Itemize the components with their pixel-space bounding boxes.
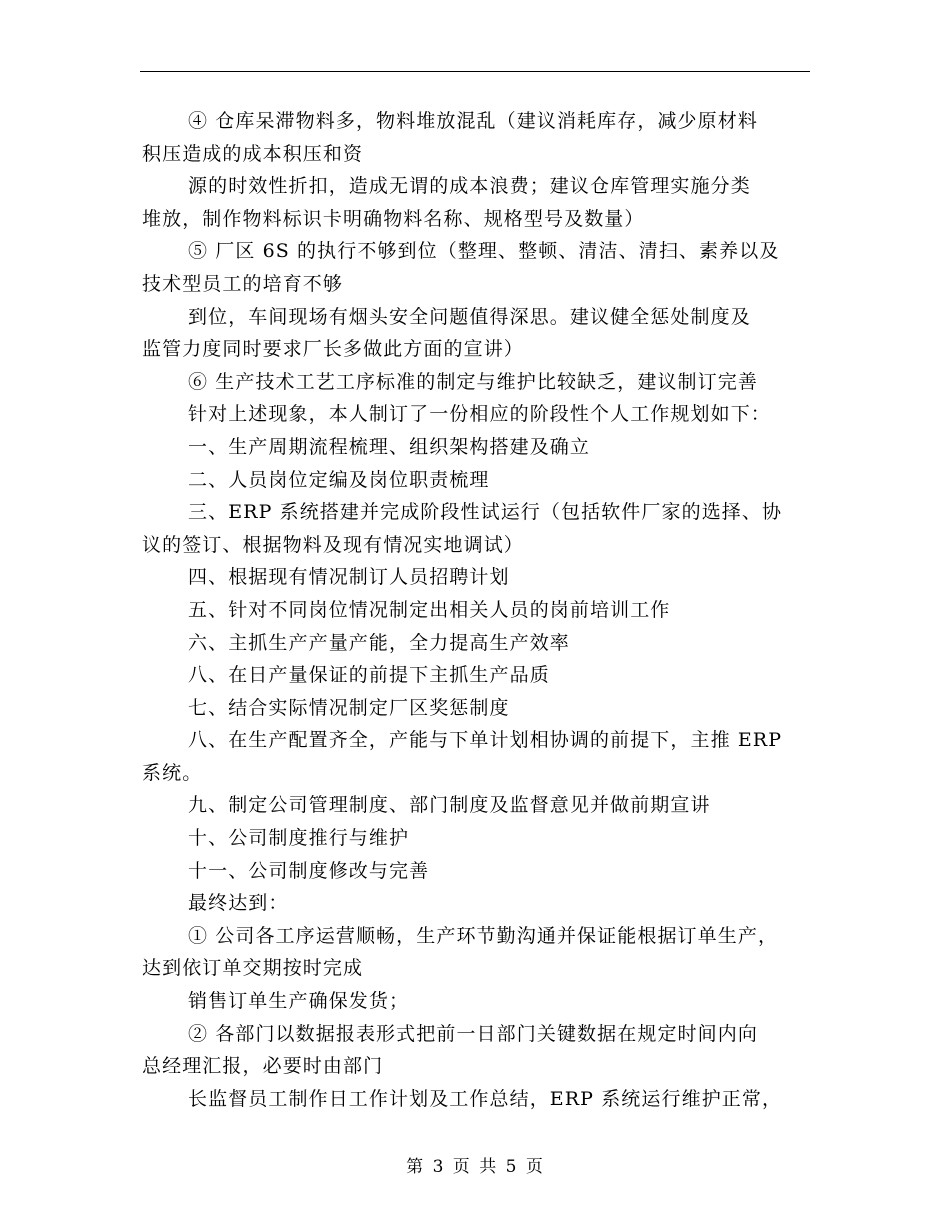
document-body <box>142 105 814 1115</box>
text-line: 七、结合实际情况制定厂区奖惩制度 <box>188 696 510 719</box>
header-rule <box>140 71 810 72</box>
page-number: 第 3 页 共 5 页 <box>406 1157 544 1177</box>
text-line: 八、在生产配置齐全，产能与下单计划相协调的前提下，主推 ERP <box>188 729 783 752</box>
text-line: 到位，车间现场有烟头安全问题值得深思。建议健全惩处制度及 <box>188 305 751 328</box>
text-line: 八、在日产量保证的前提下主抓生产品质 <box>188 664 550 687</box>
text-line: ② 各部门以数据报表形式把前一日部门关键数据在规定时间内向 <box>188 1022 758 1045</box>
text-line: 议的签订、根据物料及现有情况实地调试） <box>142 533 524 556</box>
text-line: 技术型员工的培育不够 <box>142 272 344 295</box>
text-line: 九、制定公司管理制度、部门制度及监督意见并做前期宣讲 <box>188 794 711 817</box>
text-line: ④ 仓库呆滞物料多，物料堆放混乱（建议消耗库存，减少原材料 <box>188 110 758 132</box>
text-line: 监管力度同时要求厂长多做此方面的宣讲） <box>142 338 524 361</box>
text-line: 六、主抓生产产量产能，全力提高生产效率 <box>188 631 570 654</box>
text-line: 十、公司制度推行与维护 <box>188 827 410 850</box>
text-line: 三、ERP 系统搭建并完成阶段性试运行（包括软件厂家的选择、协 <box>188 501 783 524</box>
text-line: 四、根据现有情况制订人员招聘计划 <box>188 566 510 589</box>
text-line: 总经理汇报，必要时由部门 <box>142 1055 384 1078</box>
text-line: 五、针对不同岗位情况制定出相关人员的岗前培训工作 <box>188 598 671 621</box>
text-line: 源的时效性折扣，造成无谓的成本浪费；建议仓库管理实施分类 <box>188 175 751 198</box>
text-line: 销售订单生产确保发货； <box>188 990 410 1013</box>
text-line: 系统。 <box>142 761 203 784</box>
text-line: ⑤ 厂区 6S 的执行不够到位（整理、整顿、清洁、清扫、素养以及 <box>188 240 780 263</box>
text-line: 一、生产周期流程梳理、组织架构搭建及确立 <box>188 435 591 458</box>
text-line: 最终达到： <box>188 892 289 915</box>
text-line: 堆放，制作物料标识卡明确物料名称、规格型号及数量） <box>142 207 645 230</box>
text-line: 达到依订单交期按时完成 <box>142 957 364 980</box>
text-line: ⑥ 生产技术工艺工序标准的制定与维护比较缺乏，建议制订完善 <box>188 370 758 393</box>
text-line: 长监督员工制作日工作计划及工作总结，ERP 系统运行维护正常， <box>188 1087 783 1110</box>
text-line: 针对上述现象，本人制订了一份相应的阶段性个人工作规划如下： <box>188 403 771 426</box>
text-line: 十一、公司制度修改与完善 <box>188 859 430 882</box>
text-line: 积压造成的成本积压和资 <box>142 142 364 165</box>
text-line: ① 公司各工序运营顺畅，生产环节勤沟通并保证能根据订单生产， <box>188 924 779 947</box>
text-line: 二、人员岗位定编及岗位职责梳理 <box>188 468 490 491</box>
